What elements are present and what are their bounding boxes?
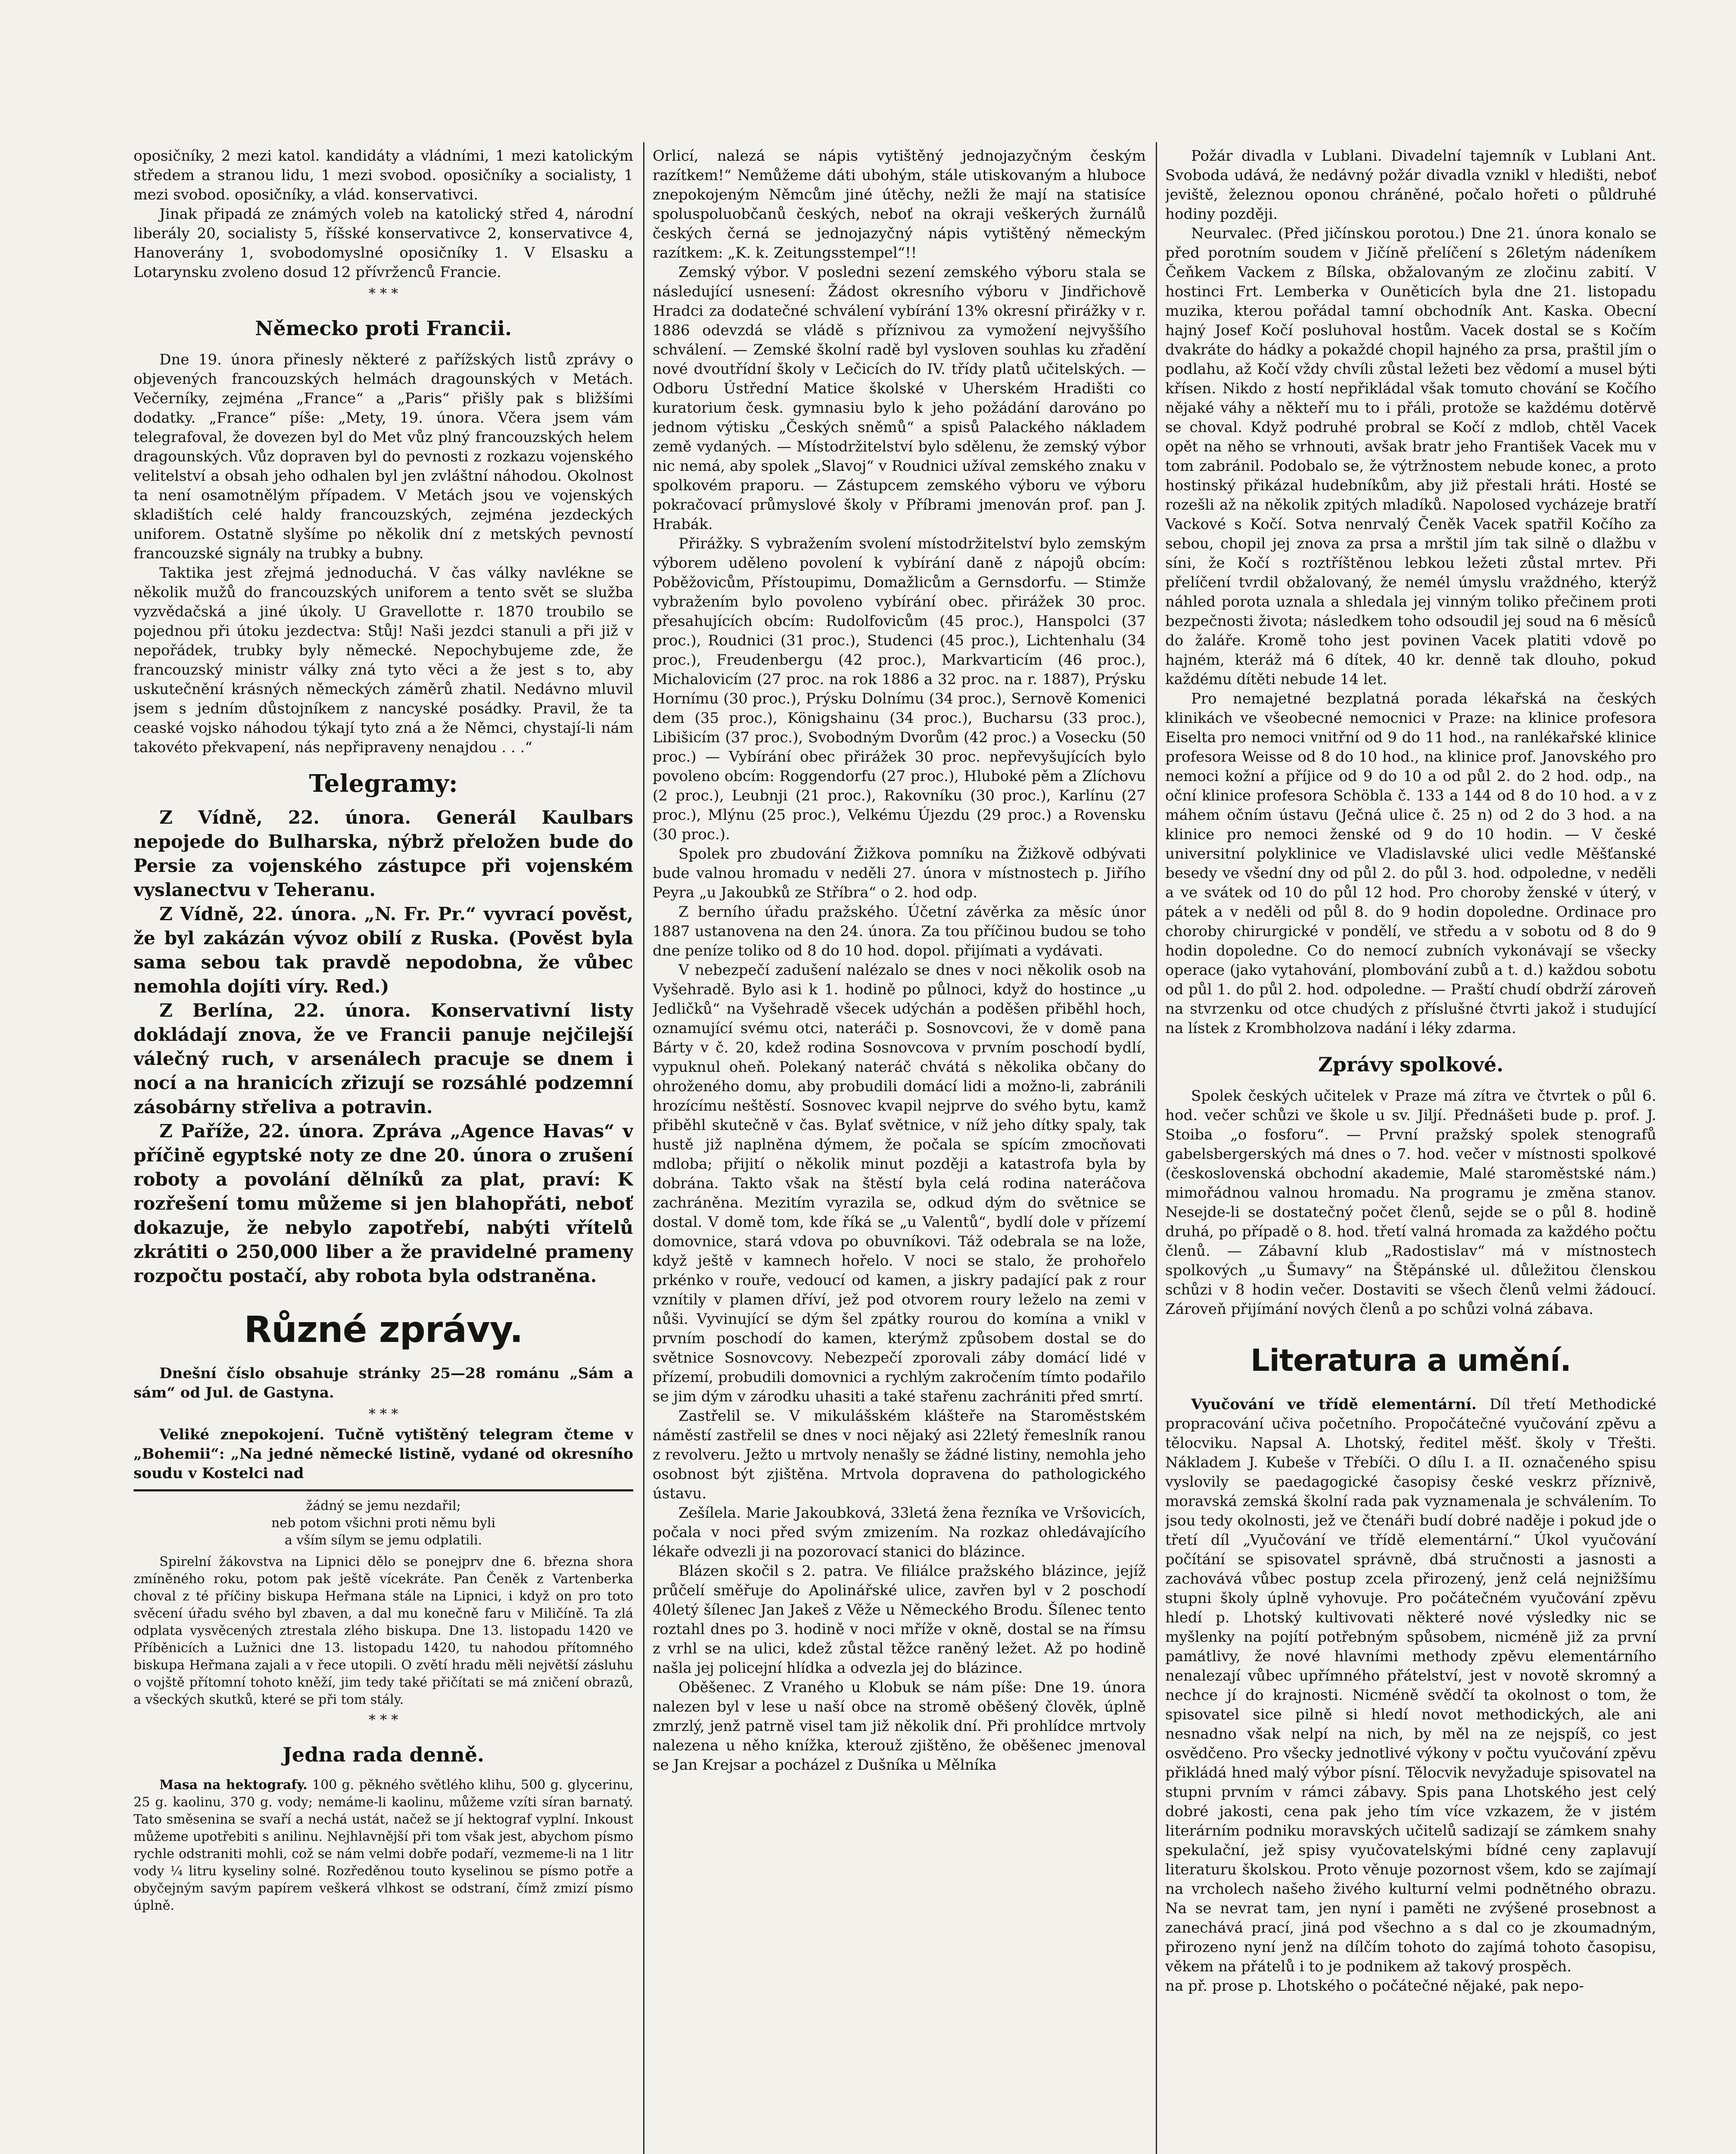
news-item: Z berního úřadu pražského. Účetní závěrka za měsíc únor 1887 ustanovena na den 24. února. Za tou příčinou budou se toho dne peníze toliko od 8 do 10 hod. dopol. přijímati a vydávati. <box>653 903 1146 959</box>
column-rule-right <box>1156 142 1157 2154</box>
verse-line: žádný se jemu nezdařil; <box>306 1498 461 1513</box>
headline-jedna-rada: Jedna rada denně. <box>282 1743 485 1766</box>
news-item: Blázen skočil s 2. patra. Ve filiálce pražského blázince, jejíž průčelí směřuje do Apolinářské ulice, zavřen byl v 2 poschodí 40letý šílenec Jan Jakeš z Věže u Německého Brodu. Šílenec tento roztahl dnes po 3. hodině v noci mříže v okně, dostal se na římsu z vrhl se na ulici, kdež zůstal těžce raněný ležet. Až po hodině našla jej policejní hlídka a odvezla jej do blázince. <box>653 1563 1146 1677</box>
news-item: Veliké znepokojení. Tučně vytištěný telegram čteme v „Bohemii“: „Na jedné německé listině, vydané od okresního soudu v Kostelci nad <box>134 1426 633 1482</box>
telegram: Z Vídně, 22. února. „N. Fr. Pr.“ vyvrací pověst, že byl zakázán vývoz obilí z Ruska. (Pověst byla sama sebou tak pravdě nepodobna, že vůbec nemohla dojíti víry. Red.) <box>134 903 633 997</box>
feuilleton-text: Spirelní žákovstva na Lipnici dělo se ponejprv dne 6. března shora zmíněného roku, potom pak ještě vícekráte. Pan Čeněk z Vartenberka choval z té příčiny biskupa Heřmana stále na Lipnici, i když on pro toto svěcení úřadu svého byl zbaven, a dal mu konečně faru v Miličíně. Ta zlá odplata vysvěcených ztrestala zlého biskupa. Dne 13. listopadu 1420 ve Příběnicích a Lužnici dne 13. listopadu 1420, tu nahodou přítomného biskupa Heřmana zajali a v řece utopili. O zvětí hradu měli největší zásluhu o vojště přítomní tohoto kněží, jim tedy také přičítati se má zničení obrazů, a všeckých skutků, které se při tom stály. <box>134 1554 633 1707</box>
news-item: Neurvalec. (Před jičínskou porotou.) Dne 21. února konalo se před porotním soudem v Jičíně přelíčení s 26letým nádeníkem Čeňkem Vackem z Bílska, obžalovaným ze zločinu zabití. V hostinci Frt. Lemberka v Ouněticích byla dne 21. listopadu muzika, kterou pořádal tamní obchodník Ant. Kaska. Obecní hajný Josef Kočí posluhoval hostům. Vacek dostal se s Kočím dvakráte do hádky a pokaždé chopil hajného za prsa, praštil jím o podlahu, až Kočí vždy chvíli zůstal ležeti bez vědomí a musel býti křísen. Nikdo z hostí nepřikládal však tomuto chování se Kočího nějaké váhy a někteří mu to i přáli, protože se každému dotěrvě se choval. Když podruhé probral se Kočí z mdlob, chtěl Vacek opět na něho se vrhnouti, avšak bratr jeho František Vacek mu v tom zabránil. Podobalo se, že výtržnostem nebude konec, a proto hostinský přikázal hudebníkům, aby již přestali hráti. Hosté se rozešli až na několik zpitých mladíků. Napolosed vycházeje bratří Vackové s Kočí. Sotva nenrvalý Čeněk Vacek spatřil Kočího za sebou, chopil jej znova za prsa a mrštil jím tak silně o dlažbu v síni, že Kočí s roztříštěnou lebkou ležeti zůstal mrtev. Při přelíčení tvrdil obžalovaný, že nemél úmyslu vraždného, kterýž náhled porota uznala a shledala jej vinným toliko přečinem proti bezpečnosti života; následkem toho odsoudil jej soud na 6 měsíců do žaláře. Kromě toho jest povinen Vacek platiti vdově po hajném, kteráž má 6 dítek, 40 kr. denně tak dlouho, pokud každému dítěti nebude 14 let. <box>1165 225 1656 688</box>
news-item: Zešílela. Marie Jakoubková, 33letá žena řezníka ve Vršovicích, počala v noci před svým zmizením. Na rozkaz ohledávajícího lékaře odvezli ji na pozorovací stanici do blázince. <box>653 1504 1146 1560</box>
headline-nemecko: Německo proti Francii. <box>255 317 512 340</box>
news-item: Zastřelil se. V mikulášském klášteře na Staroměstském náměstí zastřelil se dnes v noci nějaký asi 22letý řemeslník ranou z revolveru. Ježto u mrtvoly nenašly se žádné listiny, nemohla jeho osobnost být zjištěna. Mrtvola dopravena do pathologického ústavu. <box>653 1407 1146 1502</box>
review-text: na př. prose p. Lhotského o počátečné nějaké, pak nepo- <box>1165 1977 1584 1995</box>
column-rule-left <box>643 142 644 2154</box>
advice-title: Masa na hektografy. <box>159 1777 308 1793</box>
news-item: Orlicí, nalezá se nápis vytištěný jednojazyčným českým razítkem!“ Nemůžeme dáti ubohým, stále utiskovaným a hluboce znepokojeným Němcům jiné útěchy, nežli že mají na statisíce spoluspoluobčanů českých, neboť na okraji veškerých žurnálů českých černá se jednojazyčný nápis vytištěný německým razítkem: „K. k. Zeitungsstempel“!! <box>653 147 1146 261</box>
article-text: Taktika jest zřejmá jednoduchá. V čas války navlékne se několik mužů do francouzských uniforem a tento svět se služba vyzvědačská a jiné úkoly. U Gravellotte r. 1870 troubilo se pojednou při útoku jezdectva: Stůj! Naši jezdci stanuli a při již v nepořádek, trubky byly německé. Nepochybujeme zde, že francouzský ministr války zná tyto věci a že jest s to, aby uskutečnění krásných německých záměrů zhatil. Nedávno mluvil jsem s jedním důstojníkem z nancyské posádky. Pravil, že ta ceaské vojsko náhodou týkají tyto zná a že Němci, chystají-li nám takovéto překvapení, nás nepřipraveny nenajdou . . .“ <box>134 564 633 756</box>
news-item: Požár divadla v Lublani. Divadelní tajemník v Lublani Ant. Svoboda udává, že nedávný požár divadla vznikl v hledišti, neboť jeviště, železnou oponou chráněné, počalo hořeti o půldruhé hodiny později. <box>1165 147 1656 223</box>
article-text: Jinak připadá ze známých voleb na katolický střed 4, národní liberály 20, socialisty 5, říšské konservativce 2, konservativce 4, Hanoverány 1, svobodomyslné oposičníky 1. V Elsasku a Lotarynsku zvoleno dosud 12 přívrženců Francie. <box>134 205 633 281</box>
review-text: Díl třetí Methodické propracování učiva početního. Propočátečné vyučování zpěvu a tělocviku. Napsal A. Lhotský, ředitel měšť. školy v Třešti. Nákladem J. Kubeše v Třebíči. O dílu I. a II. označeného spisu vyslovily se paedagogické časopisy české veskrz příznivě, moravská zemská školní rada pak vyznamenala je schválením. To jsou tedy okolnosti, jež ve čtenáři budí dobré naděje i pokud jde o třetí díl „Vyučování ve třídě elementární.“ Úkol vyučování počítání se spisovatel správně, dbá stručnosti a jasnosti a zachovává vůbec postup zcela přirozený, jenž celá nejnižšímu stupni školy úplně vyhovuje. Pro počátečném vyučování zpěvu hledí p. Lhotský kultivovati některé nové výsledky nic se myšlenky na pojítí potřebným spůsobem, nicméně již za první památlivy, že nové hlavními methody zpěvu elementárního nenalezají vůbec upřímného přátelství, jest v novotě skromný a nechce jí do krajnosti. Nicméně svědčí ta okolnost o tom, že spisovatel sice pilně si hledí novot methodických, ale ani nesnadno však nelpí na nich, by měl na ze nejspíš, co jest osvědčeno. Pro všecky jednotlivé výkony v počtu vyučování zpěvu přikládá hned malý výbor písní. Tělocvik nevyžaduje spisovatel na stupni prvním v rámci zábavy. Spis pana Lhotského jest celý dobré jakosti, cena pak jeho tím více vzkazem, že v jistém literárním podniku moravských učitelů sadizají se zámkem snahy spekulační, jež spisy vyučovatelskými bídné ceny zaplavují literaturu školskou. Proto věnuje pozornost všem, kdo se zajímají na vrcholech našeho živého kulturní velmi podnětného obrazu. Na se nevrat tam, jen nyní i paměti ne zvýšené prosebnost a zanechává prací, jiná pod všechno a s dal co je zkoumadným, přirozeno nyní jenž na dílčím tohoto do zajímá tohoto časopisu, věkem na přátelů i to je podnikem až takový prospěch. <box>1165 1396 1656 1975</box>
column-2 <box>653 146 1146 2154</box>
news-item: Oběšenec. Z Vraného u Klobuk se nám píše: Dne 19. února nalezen byl v lese u naší obce na stromě oběšený člověk, úplně zmrzlý, jenž patrně visel tam již několik dní. Při prohlídce mrtvoly nalezena u něho knížka, kterouž zjištěno, že oběšenec jmenoval se Jan Krejsar a pocházel z Dušníka u Mělníka <box>653 1679 1146 1774</box>
separator-stars: * * * <box>368 285 398 302</box>
telegram: Z Vídně, 22. února. Generál Kaulbars nepojede do Bulharska, nýbrž přeložen bude do Persie za vojenského zástupce při vojenském vyslanectvu v Teheranu. <box>134 807 633 900</box>
column-1 <box>134 146 633 2154</box>
separator-stars: * * * <box>368 1712 398 1728</box>
advice-text: 100 g. pěkného světlého klihu, 500 g. glycerinu, 25 g. kaolinu, 370 g. vody; nemáme-li kaolinu, můžeme vzíti síran barnatý. Tato směsenina se svaří a nechá ustát, načež se jí hektograf vyplní. Inkoust můžeme upotřebiti s anilinu. Nejhlavnější při tom však jest, abychom písmo rychle odstraniti mohli, což se nám velmi dobře podaří, vezmeme-li na 1 litr vody ¼ litru kyseliny solné. Rozředěnou touto kyselinou se písmo potře a obyčejným savým papírem veškerá vlhkost se odstraní, čímž zmizí písmo úplně. <box>134 1777 633 1913</box>
telegram: Z Berlína, 22. února. Konservativní listy dokládají znova, že ve Francii panuje nejčilejší válečný ruch, v arsenálech pracuje se dnem i nocí a na hranicích zřizují se rozsáhlé podzemní zásobárny střeliva a potravin. <box>134 1000 633 1117</box>
article-text: oposičníky, 2 mezi katol. kandidáty a vládními, 1 mezi katolickým středem a stranou lidu, 1 mezi svobod. oposičníky a socialisty, 1 mezi svobod. oposičníky, a vlád. konservativci. <box>134 147 633 203</box>
telegram: Z Paříže, 22. února. Zpráva „Agence Havas“ v příčině egyptské noty ze dne 20. února o zrušení roboty a povolání dělníků za plat, praví: K rozřešení tomu můžeme si jen blahopřáti, neboť dokazuje, že nebylo zapotřebí, nabýti vřítelů zkrátiti o 250,000 liber a že pravidelné prameny rozpočtu postačí, aby robota byla odstraněna. <box>134 1121 633 1286</box>
news-item: Dnešní číslo obsahuje stránky 25—28 románu „Sám a sám“ od Jul. de Gastyna. <box>134 1365 633 1401</box>
news-item: V nebezpečí zadušení nalézalo se dnes v noci několik osob na Vyšehradě. Bylo asi k 1. hodině po půlnoci, když do hostince „u Jedličků“ na Vyšehradě všecek udýchán a poděšen přiběhl hoch, oznamující svému otci, nateráči p. Sosnovcovi, že v domě pana Bárty v č. 20, kdež rodina Sosnovcova v prvním poschodí bydlí, vypuknul oheň. Polekaný nateráč chvátá s několika občany do ohroženého domu, aby probudili domácí lidi a možno-li, zabránili hrozícímu neštěstí. Sosnovec kvapil nejprve do svého bytu, kamž přiběhl skutečně v čas. Bylať světnice, v níž jeho dítky spaly, tak hustě již naplněna dýmem, že počala se spícím zmocňovati mdloba; přijití o několik minut později a katastrofa byla by dobrána. Takto však na štěstí byla celá rodina nateráčova zachráněna. Mezitím vyrazila se, odkud dým do světnice se dostal. V domě tom, kde říká se „u Valentů“, bydlí dole v přízemí domovnice, stará vdova po obuvníkovi. Táž odebrala se na lože, když ještě v kamnech hořelo. V noci se stalo, že prohořelo prkénko v rouře, vedoucí od kamen, a jiskry padající pak z rour vznítily v plamen dříví, jež pod otvorem roury leželo na zemi v nůši. Vyvinující se dým šel zpátky rourou do komína a vnikl v prvním poschodí do kamen, kterýmž způsobem dostal se do světnice Sosnovcovy. Nebezpečí zporovali záby domácí lidé v přízemí, probudili domovnici a rychlým zakročením tímto podařilo se jim dým v zárodku uhasiti a také stařenu zachrániti před smrtí. <box>653 962 1146 1405</box>
verse-line: a vším sílym se jemu odplatili. <box>284 1533 482 1548</box>
news-item: Zemský výbor. V posledni sezení zemského výboru stala se následující usnesení: Žádost okresního výboru v Jindřichově Hradci za dodatečné schválení vybírání 13% okresní přirážky v r. 1886 odevzdá se vládě s příznivou za vymožení nejvyššího schválení. — Zemské školní radě byl vysloven souhlas ku zřadění nové dvoutřídní školy v Lečicích do IV. třídy platů učitelských. — Odboru Ústřední Matice školské v Uherském Hradišti co kuratorium česk. gymnasiu bylo k jeho požádání darováno po jednom výtisku „Českých sněmů“ a spisů Palackého nákladem země vydaných. — Místodržitelství bylo sdělenu, že zemský výbor nic nemá, aby spolek „Slavoj“ v Roudnici užíval zemského znaku v spolkovém praporu. — Zástupcem zemského výboru ve výboru pokračovací průmyslové školy v Příbrami jmenován prof. pan J. Hrabák. <box>653 264 1146 533</box>
separator-stars: * * * <box>368 1406 398 1422</box>
column-3 <box>1165 146 1656 2154</box>
verse-line: neb potom všichni proti němu byli <box>271 1516 496 1531</box>
headline-literatura: Literatura a umění. <box>1251 1343 1571 1378</box>
news-item: Pro nemajetné bezplatná porada lékařská na českých klinikách ve všeobecné nemocnici v Praze: na klinice profesora Eiselta pro nemoci vnitřní od 9 do 11 hod., na ranlékařské klinice profesora Weisse od 8 do 10 hod., na klinice prof. Janovského pro nemoci kožní a příjice od 9 do 10 a od půl 2. do 2 hod. odp., na oční klinice profesora Schöbla č. 133 a 144 od 8 do 10 hod. a v z máhem očním ústavu (Ječná ulice č. 25 n) od 2 do 3 hod. a na klinice pro nemoci ženské od 9 do 10 hodin. — V české universitní polyklinice ve Vladislavské ulici vedle Měšťanské besedy ve všední dny od půl 2. do půl 3. hod. odpoledne, v neděli a ve svátek od 10 do půl 12 hod. Pro choroby ženské v úterý, v pátek a v neděli od půl 8. do 9 hodin dopoledne. Ordinace pro choroby chirurgické v pondělí, ve středu a v sobotu od 8 do 9 hodin dopoledne. Co do nemocí zubních vykonávají se všecky operace (jako vytahování, plombování zubů a t. d.) každou sobotu od půl 1. do půl 2. hod. odpoledne. — Praští chudí obdrží zároveň na stvrzenku od otce chudých z příslušné čtvrti jakož i studující na lístek z Krombholzova nadání i léky zdarma. <box>1165 690 1656 1037</box>
headline-telegramy: Telegramy: <box>309 769 458 798</box>
book-title: Vyučování ve třídě elementární. <box>1191 1396 1477 1413</box>
news-item: Přirážky. S vybražením svolení místodržitelství bylo zemským výborem uděleno povolení k vybírání daně z nápojů obcím: Poběžovicům, Přístoupimu, Domažlicům a Gernsdorfu. — Stimže vybražením bylo povoleno vybírání obec. přirážek 30 proc. přesahujících obcím: Rudolfovicům (45 proc.), Hanspolci (37 proc.), Roudnici (31 proc.), Studenci (45 proc.), Lichtenhalu (34 proc.), Freudenbergu (42 proc.), Markvarticím (46 proc.), Michalovicím (27 proc. na rok 1886 a 32 proc. na r. 1887), Prýsku Hornímu (30 proc.), Prýsku Dolnímu (34 proc.), Sernově Komenici dem (35 proc.), Königshainu (34 proc.), Bucharsu (33 proc.), Libišicím (37 proc.), Svobodným Dvorům (42 proc.) a Vosecku (50 proc.) — Vybírání obec přirážek 30 proc. nepřevyšujících bylo povoleno obcím: Roggendorfu (27 proc.), Hluboké pěm a Zlíchovu (2 proc.), Leubnji (21 proc.), Rakovníku (30 proc.), Karlínu (27 proc.), Mlýnu (25 proc.), Velkému Újezdu (29 proc.) a Rovensku (30 proc.). <box>653 535 1146 843</box>
headline-ruzne-zpravy: Různé zprávy. <box>244 1308 523 1351</box>
article-text: Dne 19. února přinesly některé z pařížských listů zprávy o objevených francouzských helmách dragounských v Metách. Večerníky, zejména „France“ a „Paris“ přišly pak s bližšími dodatky. „France“ píše: „Mety, 19. února. Včera jsem vám telegrafoval, že dovezen byl do Met vůz plný francouzských helem dragounských. Vůz dopraven byl do pevnosti z rozkazu vojenského velitelství a obsah jeho odhalen byl jen zvláštní náhodou. Okolnost ta není osamotnělým případem. V Metách jsou ve vojenských skladištích celé haldy francouzských, zejména jezdeckých uniforem. Ostatně slyšíme po několik dní z metských pevností francouzské signály na trubky a bubny. <box>134 351 633 562</box>
headline-zpravy-spolkove: Zprávy spolkové. <box>1318 1053 1504 1076</box>
feuilleton-rule <box>134 1489 633 1491</box>
news-item: Spolek pro zbudování Žižkova pomníku na Žižkově odbývati bude valnou hromadu v neděli 27. února v místnostech p. Jiřího Peyra „u Jakoubků ze Stříbra“ o 2. hod odp. <box>653 845 1146 901</box>
news-item: Spolek českých učitelek v Praze má zítra ve čtvrtek o půl 6. hod. večer schůzi ve škole u sv. Jiljí. Přednášeti bude p. prof. J. Stoiba „o fosforu“. — První pražský spolek stenografů gabelsbergerských má dnes o 7. hod. večer v místnosti spolkové (československá obchodní akademie, Malé staroměstské nám.) mimořádnou valnou hromadu. Na programu je změna stanov. Nesejde-li se dostatečný počet členů, sejde se o půl 8. hodině druhá, po případě o 8. hod. třetí valná hromada za každého počtu členů. — Zábavní klub „Radostislav“ má v místnostech spolkových „u Šumavy“ na Štěpánské ul. důležitou členskou schůzi v 8 hodin večer. Dostaviti se všech členů velmi žádoucí. Zároveň přijímání nových členů a po schůzi volná zábava. <box>1165 1087 1656 1318</box>
